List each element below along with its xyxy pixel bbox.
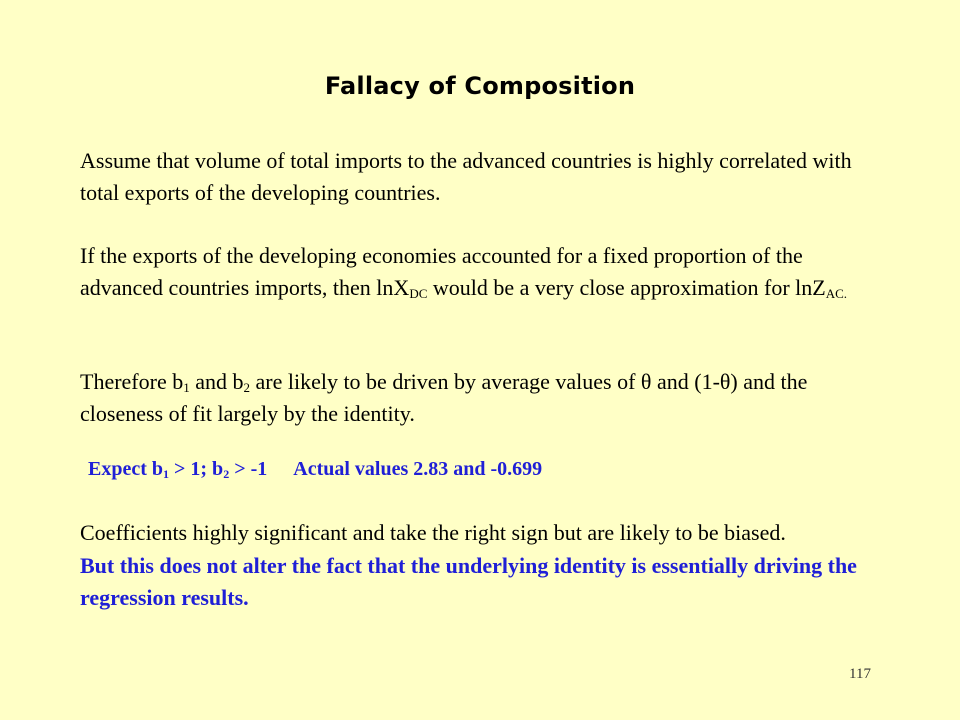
paragraph-text: But this does not alter the fact that the underlying identity is essentially driving the regression results. [80,553,857,610]
subscript-dc: DC [409,286,428,301]
paragraph-text: would be a very close approximation for lnZ [427,275,826,300]
expectation-line [88,458,542,481]
subscript-2: 2 [223,467,230,481]
subscript-2: 2 [243,380,250,395]
subscript-1: 1 [183,380,190,395]
expect-text: > 1; b [169,458,224,480]
paragraph-text: Therefore b [80,369,184,394]
paragraph-therefore [80,366,880,430]
subscript-ac: AC. [825,286,848,301]
paragraph-conclusion [80,550,880,614]
paragraph-coefficients [80,517,880,549]
page-number: 117 [849,666,871,682]
expect-text: Expect b [88,458,163,480]
expect-text: > -1 [229,458,268,480]
slide-title: Fallacy of Composition [324,72,636,100]
paragraph-assumption [80,145,880,209]
paragraph-text: If the exports of the developing economies accounted for a fixed proportion of the advanced countries imports, then lnX [80,243,803,300]
paragraph-text: Coefficients highly significant and take the right sign but are likely to be biased. [80,520,786,545]
subscript-1: 1 [163,467,169,481]
paragraph-proportion [80,240,880,304]
paragraph-text: and b [189,369,244,394]
paragraph-text: are likely to be driven by average values of θ and (1-θ) and the closeness of fit largely by the identity. [80,369,808,426]
actual-values-text: Actual values 2.83 and -0.699 [293,458,543,480]
paragraph-text: Assume that volume of total imports to the advanced countries is highly correlated with total exports of the developing countries. [80,148,852,205]
